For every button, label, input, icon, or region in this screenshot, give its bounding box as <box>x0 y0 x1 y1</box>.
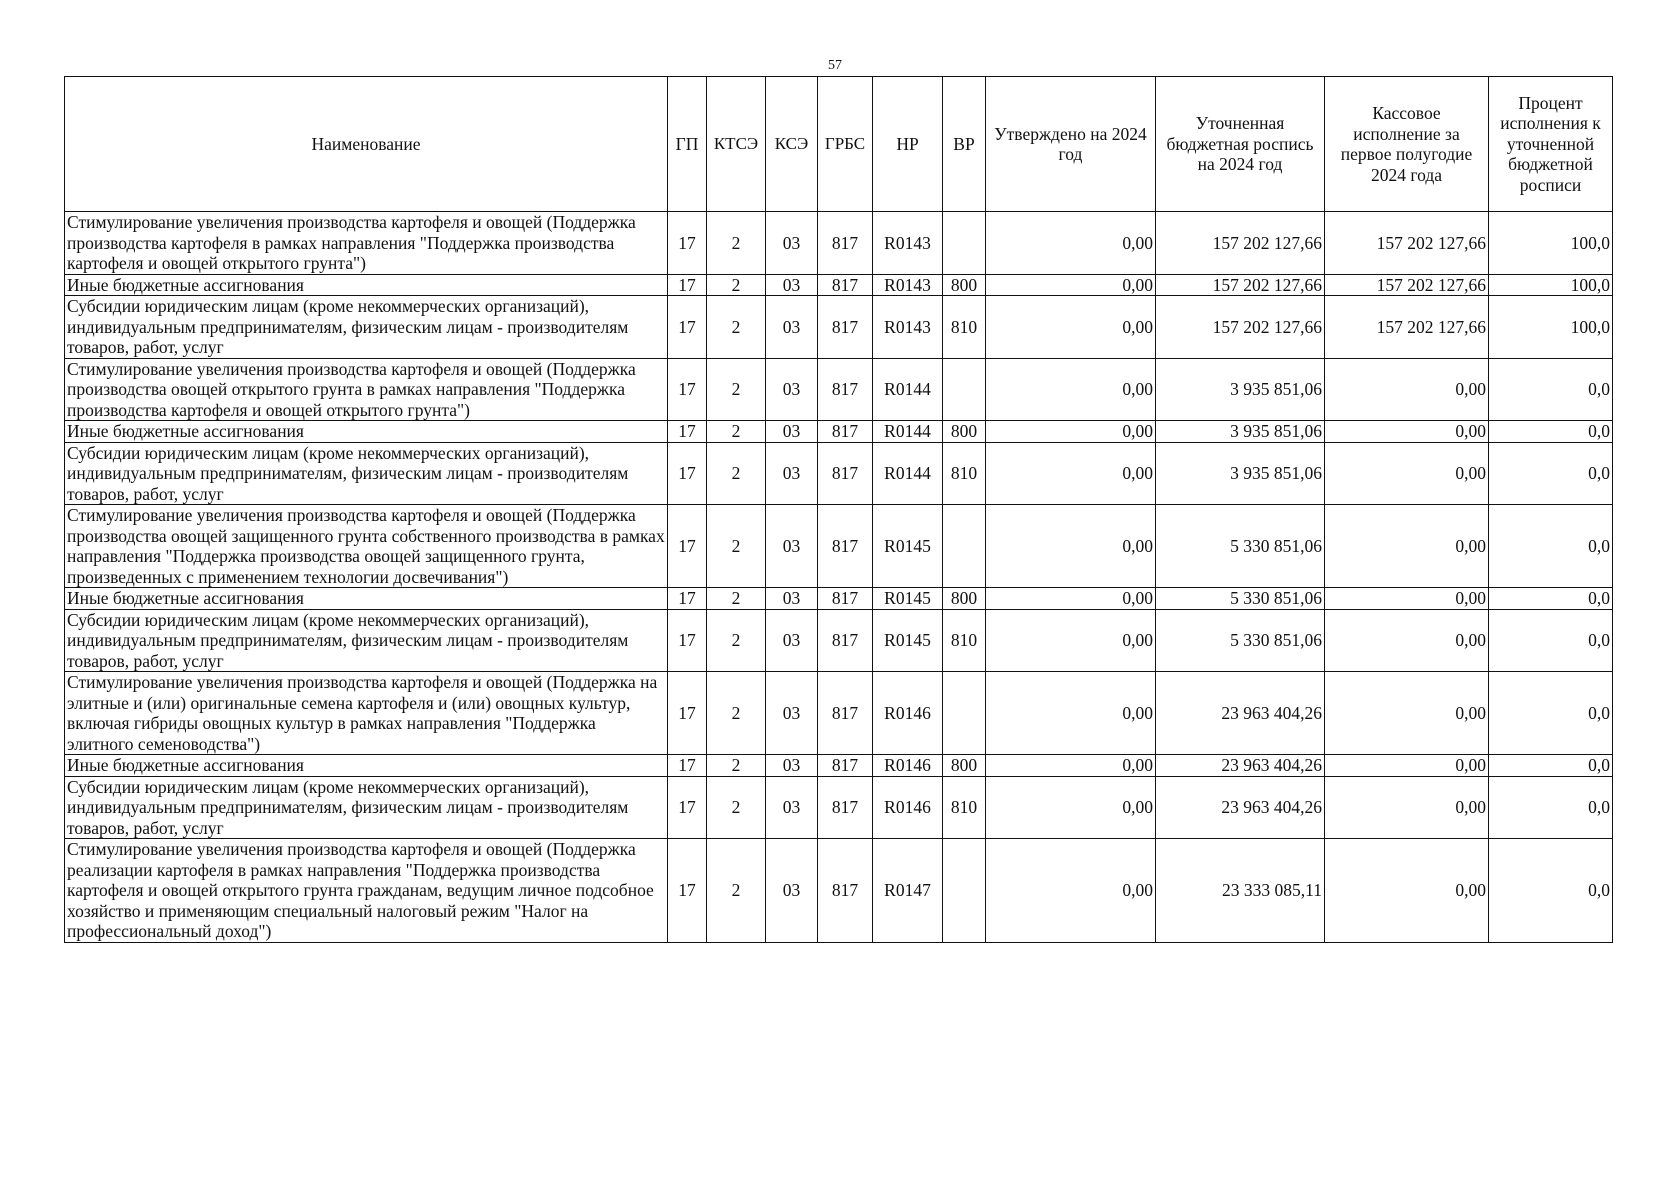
cell-kse: 03 <box>766 358 818 421</box>
cell-approved: 0,00 <box>986 505 1156 588</box>
cell-approved: 0,00 <box>986 421 1156 443</box>
cell-grbs: 817 <box>818 839 873 943</box>
cell-percent: 0,0 <box>1489 776 1613 839</box>
cell-grbs: 817 <box>818 776 873 839</box>
cell-gp: 17 <box>668 296 707 359</box>
cell-grbs: 817 <box>818 212 873 275</box>
cell-cash: 157 202 127,66 <box>1325 212 1489 275</box>
cell-vr: 810 <box>943 296 986 359</box>
cell-kse: 03 <box>766 274 818 296</box>
header-approved: Утверждено на 2024 год <box>986 77 1156 212</box>
header-vr: ВР <box>943 77 986 212</box>
cell-approved: 0,00 <box>986 755 1156 777</box>
cell-name: Субсидии юридическим лицам (кроме некоммерческих организаций), индивидуальным предпринимателям, физическим лицам - производителям товаров, работ, услуг <box>65 442 668 505</box>
cell-nr: R0144 <box>873 421 943 443</box>
cell-grbs: 817 <box>818 609 873 672</box>
table-row <box>65 505 1613 588</box>
cell-vr <box>943 839 986 943</box>
cell-refined: 3 935 851,06 <box>1156 421 1325 443</box>
cell-name: Стимулирование увеличения производства картофеля и овощей (Поддержка производства овощей защищенного грунта собственного производства в рамках направления "Поддержка производства овощей защищенного грунта, произведенных с применением технологии досвечивания") <box>65 505 668 588</box>
cell-refined: 23 963 404,26 <box>1156 776 1325 839</box>
cell-grbs: 817 <box>818 672 873 755</box>
cell-kse: 03 <box>766 212 818 275</box>
cell-gp: 17 <box>668 274 707 296</box>
cell-percent: 0,0 <box>1489 442 1613 505</box>
cell-gp: 17 <box>668 442 707 505</box>
header-gp: ГП <box>668 77 707 212</box>
cell-vr: 810 <box>943 776 986 839</box>
table-row <box>65 839 1613 943</box>
cell-ktse: 2 <box>707 839 766 943</box>
cell-percent: 0,0 <box>1489 421 1613 443</box>
cell-kse: 03 <box>766 776 818 839</box>
cell-refined: 5 330 851,06 <box>1156 588 1325 610</box>
cell-vr: 800 <box>943 274 986 296</box>
cell-cash: 0,00 <box>1325 776 1489 839</box>
cell-approved: 0,00 <box>986 609 1156 672</box>
cell-cash: 0,00 <box>1325 609 1489 672</box>
cell-gp: 17 <box>668 421 707 443</box>
cell-refined: 3 935 851,06 <box>1156 442 1325 505</box>
cell-percent: 0,0 <box>1489 755 1613 777</box>
cell-gp: 17 <box>668 839 707 943</box>
cell-ktse: 2 <box>707 421 766 443</box>
header-row <box>65 77 1613 212</box>
cell-vr: 800 <box>943 755 986 777</box>
cell-grbs: 817 <box>818 588 873 610</box>
table-row <box>65 588 1613 610</box>
cell-name: Иные бюджетные ассигнования <box>65 755 668 777</box>
cell-nr: R0144 <box>873 358 943 421</box>
cell-cash: 0,00 <box>1325 358 1489 421</box>
cell-gp: 17 <box>668 776 707 839</box>
cell-grbs: 817 <box>818 358 873 421</box>
cell-nr: R0145 <box>873 609 943 672</box>
cell-refined: 3 935 851,06 <box>1156 358 1325 421</box>
cell-ktse: 2 <box>707 505 766 588</box>
cell-vr: 810 <box>943 442 986 505</box>
cell-nr: R0143 <box>873 296 943 359</box>
header-grbs: ГРБС <box>818 77 873 212</box>
cell-vr: 810 <box>943 609 986 672</box>
cell-kse: 03 <box>766 672 818 755</box>
cell-percent: 0,0 <box>1489 609 1613 672</box>
cell-cash: 157 202 127,66 <box>1325 274 1489 296</box>
cell-approved: 0,00 <box>986 442 1156 505</box>
cell-approved: 0,00 <box>986 839 1156 943</box>
cell-percent: 100,0 <box>1489 274 1613 296</box>
cell-cash: 0,00 <box>1325 442 1489 505</box>
cell-vr <box>943 358 986 421</box>
cell-gp: 17 <box>668 672 707 755</box>
cell-cash: 0,00 <box>1325 839 1489 943</box>
cell-name: Стимулирование увеличения производства картофеля и овощей (Поддержка производства овощей открытого грунта в рамках направления "Поддержка производства картофеля и овощей открытого грунта") <box>65 358 668 421</box>
cell-nr: R0147 <box>873 839 943 943</box>
cell-grbs: 817 <box>818 505 873 588</box>
cell-vr <box>943 212 986 275</box>
cell-name: Субсидии юридическим лицам (кроме некоммерческих организаций), индивидуальным предпринимателям, физическим лицам - производителям товаров, работ, услуг <box>65 609 668 672</box>
header-cash: Кассовое исполнение за первое полугодие 2024 года <box>1325 77 1489 212</box>
cell-grbs: 817 <box>818 274 873 296</box>
cell-vr: 800 <box>943 588 986 610</box>
cell-nr: R0143 <box>873 274 943 296</box>
cell-percent: 0,0 <box>1489 672 1613 755</box>
cell-kse: 03 <box>766 588 818 610</box>
cell-refined: 157 202 127,66 <box>1156 296 1325 359</box>
cell-refined: 157 202 127,66 <box>1156 212 1325 275</box>
table-row <box>65 755 1613 777</box>
cell-approved: 0,00 <box>986 296 1156 359</box>
cell-nr: R0143 <box>873 212 943 275</box>
cell-approved: 0,00 <box>986 588 1156 610</box>
cell-cash: 0,00 <box>1325 588 1489 610</box>
cell-gp: 17 <box>668 505 707 588</box>
cell-approved: 0,00 <box>986 776 1156 839</box>
cell-kse: 03 <box>766 839 818 943</box>
cell-name: Иные бюджетные ассигнования <box>65 421 668 443</box>
table-row <box>65 421 1613 443</box>
cell-grbs: 817 <box>818 442 873 505</box>
cell-grbs: 817 <box>818 755 873 777</box>
cell-nr: R0144 <box>873 442 943 505</box>
cell-gp: 17 <box>668 588 707 610</box>
cell-ktse: 2 <box>707 588 766 610</box>
cell-cash: 0,00 <box>1325 672 1489 755</box>
table-body <box>65 212 1613 943</box>
cell-gp: 17 <box>668 358 707 421</box>
cell-kse: 03 <box>766 505 818 588</box>
cell-kse: 03 <box>766 755 818 777</box>
cell-nr: R0145 <box>873 588 943 610</box>
cell-cash: 0,00 <box>1325 421 1489 443</box>
cell-percent: 100,0 <box>1489 296 1613 359</box>
cell-percent: 100,0 <box>1489 212 1613 275</box>
table-row <box>65 274 1613 296</box>
cell-percent: 0,0 <box>1489 588 1613 610</box>
cell-approved: 0,00 <box>986 672 1156 755</box>
header-refined: Уточненная бюджетная роспись на 2024 год <box>1156 77 1325 212</box>
cell-grbs: 817 <box>818 296 873 359</box>
cell-refined: 5 330 851,06 <box>1156 609 1325 672</box>
cell-ktse: 2 <box>707 672 766 755</box>
header-name: Наименование <box>65 77 668 212</box>
cell-percent: 0,0 <box>1489 358 1613 421</box>
cell-cash: 157 202 127,66 <box>1325 296 1489 359</box>
cell-ktse: 2 <box>707 212 766 275</box>
cell-name: Иные бюджетные ассигнования <box>65 588 668 610</box>
table-row <box>65 609 1613 672</box>
cell-kse: 03 <box>766 296 818 359</box>
cell-gp: 17 <box>668 755 707 777</box>
cell-name: Иные бюджетные ассигнования <box>65 274 668 296</box>
cell-kse: 03 <box>766 421 818 443</box>
table-row <box>65 358 1613 421</box>
cell-approved: 0,00 <box>986 212 1156 275</box>
cell-approved: 0,00 <box>986 274 1156 296</box>
table-row <box>65 296 1613 359</box>
cell-name: Стимулирование увеличения производства картофеля и овощей (Поддержка на элитные и (или) оригинальные семена картофеля и (или) овощных культур, включая гибриды овощных культур в рамках направления "Поддержка элитного семеноводства") <box>65 672 668 755</box>
cell-percent: 0,0 <box>1489 505 1613 588</box>
cell-nr: R0146 <box>873 672 943 755</box>
cell-ktse: 2 <box>707 755 766 777</box>
cell-cash: 0,00 <box>1325 505 1489 588</box>
cell-ktse: 2 <box>707 442 766 505</box>
cell-name: Субсидии юридическим лицам (кроме некоммерческих организаций), индивидуальным предпринимателям, физическим лицам - производителям товаров, работ, услуг <box>65 296 668 359</box>
cell-gp: 17 <box>668 609 707 672</box>
table-row <box>65 212 1613 275</box>
table-row <box>65 442 1613 505</box>
cell-refined: 23 963 404,26 <box>1156 672 1325 755</box>
cell-cash: 0,00 <box>1325 755 1489 777</box>
budget-table <box>64 76 1613 943</box>
cell-ktse: 2 <box>707 776 766 839</box>
cell-vr: 800 <box>943 421 986 443</box>
cell-ktse: 2 <box>707 296 766 359</box>
cell-kse: 03 <box>766 442 818 505</box>
cell-name: Субсидии юридическим лицам (кроме некоммерческих организаций), индивидуальным предпринимателям, физическим лицам - производителям товаров, работ, услуг <box>65 776 668 839</box>
header-kse: КСЭ <box>766 77 818 212</box>
table-row <box>65 776 1613 839</box>
cell-refined: 23 963 404,26 <box>1156 755 1325 777</box>
cell-vr <box>943 505 986 588</box>
header-ktse: КТСЭ <box>707 77 766 212</box>
header-nr: НР <box>873 77 943 212</box>
cell-nr: R0146 <box>873 776 943 839</box>
cell-kse: 03 <box>766 609 818 672</box>
table-row <box>65 672 1613 755</box>
cell-vr <box>943 672 986 755</box>
cell-percent: 0,0 <box>1489 839 1613 943</box>
cell-refined: 157 202 127,66 <box>1156 274 1325 296</box>
cell-refined: 23 333 085,11 <box>1156 839 1325 943</box>
page-number: 57 <box>828 58 842 73</box>
cell-nr: R0145 <box>873 505 943 588</box>
cell-refined: 5 330 851,06 <box>1156 505 1325 588</box>
cell-ktse: 2 <box>707 358 766 421</box>
header-percent: Процент исполнения к уточненной бюджетной росписи <box>1489 77 1613 212</box>
cell-name: Стимулирование увеличения производства картофеля и овощей (Поддержка производства картофеля в рамках направления "Поддержка производства картофеля и овощей открытого грунта") <box>65 212 668 275</box>
cell-ktse: 2 <box>707 609 766 672</box>
cell-gp: 17 <box>668 212 707 275</box>
cell-grbs: 817 <box>818 421 873 443</box>
cell-approved: 0,00 <box>986 358 1156 421</box>
cell-ktse: 2 <box>707 274 766 296</box>
cell-nr: R0146 <box>873 755 943 777</box>
cell-name: Стимулирование увеличения производства картофеля и овощей (Поддержка реализации картофеля в рамках направления "Поддержка производства картофеля и овощей открытого грунта гражданам, ведущим личное подсобное хозяйство и применяющим специальный налоговый режим "Налог на профессиональный доход") <box>65 839 668 943</box>
